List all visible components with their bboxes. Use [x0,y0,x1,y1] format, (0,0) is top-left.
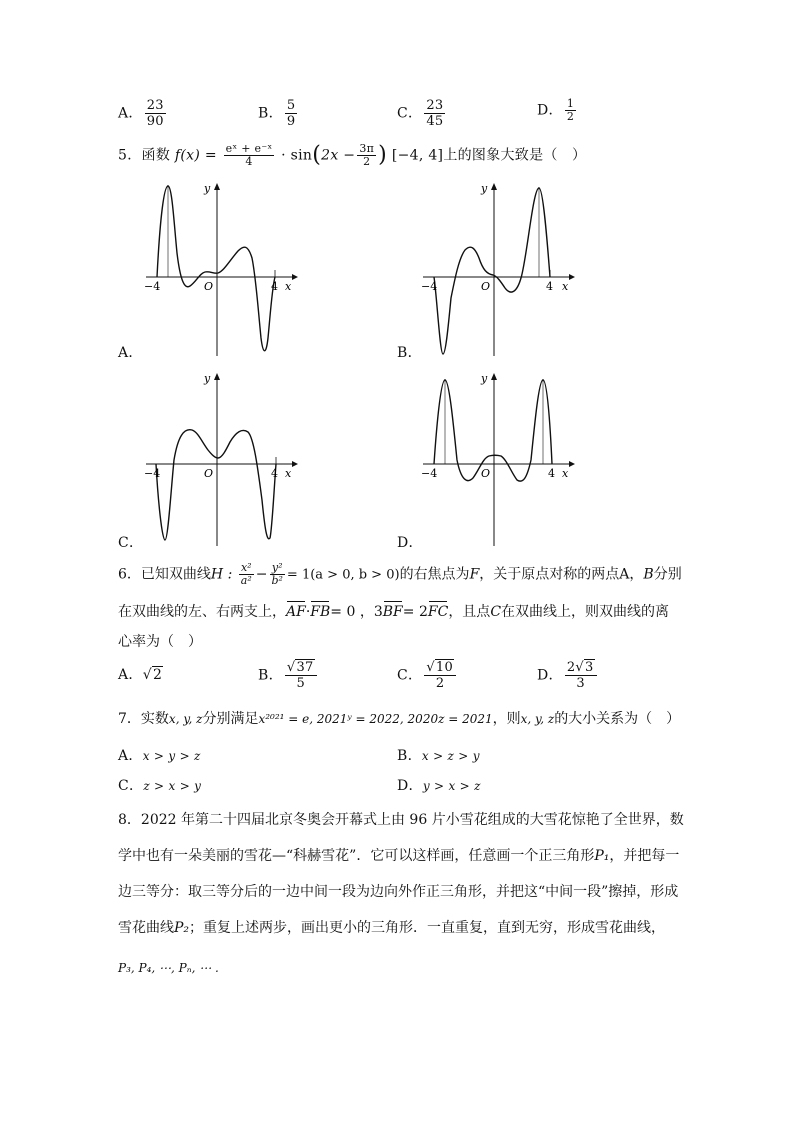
x-arrow-icon [292,461,298,467]
pos4-label: 4 [271,467,278,480]
option-expr: x > y > z [142,749,201,763]
radicand: 10 [435,660,454,675]
q8-line-4 [118,918,665,938]
coef-text: 2 [566,660,576,675]
q5-option-a: A． [118,345,143,361]
point-c: C [490,604,502,620]
interval-text: [−4, 4] [391,147,444,164]
q7-option-c [118,776,201,796]
x-arrow-icon [292,274,298,280]
option-expr: y > x > z [422,779,481,793]
q7-option-d [397,776,481,796]
frac-den: 45 [426,114,444,129]
x-arrow-icon [569,274,575,280]
q4-option-a [118,98,168,129]
vars-text: x, y, z [520,712,555,726]
frac-num: y² [271,561,283,574]
frac-den: 3 [576,676,585,691]
option-label: D． [397,778,423,794]
curve [157,186,275,351]
stem-text: 分别满足 [202,711,259,727]
option-label: C． [397,667,423,684]
stem-text: 学中也有一朵美丽的雪花—“科赫雪花”．它可以这样画，任意画一个正三角形 [118,848,595,864]
q6-line-3: 心率为（ ） [118,634,202,650]
frac-den: 5 [296,676,306,691]
stem-text: ，则 [492,711,521,727]
frac-den: 9 [286,114,296,129]
point-a: A [619,566,630,583]
neg4-label: −4 [421,467,438,480]
graph-c [140,370,300,550]
q7-option-a [118,746,201,766]
eq-text: = 2 [402,604,428,620]
y-label: y [481,372,488,385]
origin-label: O [204,280,214,293]
arg-text: 2x − [321,147,356,164]
q4-option-d [537,98,578,123]
stem-text: 已知双曲线 [140,566,211,583]
stem-text: 实数 [140,711,169,727]
vector-fb: FB [310,604,331,620]
frac-den: 2 [363,155,371,168]
origin-label: O [481,467,491,480]
y-arrow-icon [214,373,220,380]
option-label: A． [118,667,143,683]
x-arrow-icon [569,461,575,467]
pos4-label: 4 [271,280,278,293]
q6-option-a: A．√2 [118,667,163,683]
option-label: C． [397,105,423,122]
q4-option-b [258,98,299,129]
radicand: 3 [585,660,594,675]
graph-b [417,178,577,360]
vector-bf: BF [382,604,403,620]
x-label: x [285,467,292,480]
option-label: D． [537,102,563,119]
x-label: x [562,467,569,480]
x-label: x [285,280,292,293]
q5-stem: 5．函数 f(x) = $\frac{\text{eˣ + e⁻ˣ}}{4}$ · sin(2x − $\frac{3\pi}{2}$ ) [−4, 4]上的图象大致是（ ） [118,142,587,168]
q5-option-b: B． [397,345,422,361]
graph-d [417,370,577,550]
option-label: B． [258,105,283,122]
question-number: 7． [118,711,141,727]
stem-text: 雪花曲线 [118,920,174,936]
eq-text: = 0 ， [330,604,374,620]
q6-option-b: B． $\frac{√37}{5}$ [258,660,319,691]
option-label: C． [118,778,144,794]
curve-name: H : [210,566,233,583]
q5-option-c: C． [118,535,144,551]
frac-den: 2 [566,110,575,123]
frac-num: 5 [286,98,296,113]
frac-num: x² [240,561,252,574]
q7-option-b [397,746,480,766]
condition-text: x²⁰²¹ = e, 2021ʸ = 2022, 2020z = 2021 [258,712,493,726]
point-b: B [643,566,654,583]
question-number: 6． [118,566,141,583]
origin-label: O [481,280,491,293]
frac-den: 2 [435,676,445,691]
point-f: F [469,566,480,583]
q6-line-1: 6．已知双曲线H : $\frac{\text{x²}}{\text{a²}}$ − $\frac{\text{y²}}{\text{b²}}$ = 1(a > 0, b > 0)的右焦点为F，关于原点对称的两点A，B分别 [118,561,682,587]
frac-den: a² [240,574,252,587]
y-label: y [204,182,211,195]
pos4-label: 4 [546,280,553,293]
origin-label: O [204,467,214,480]
option-label: D． [537,667,563,684]
option-label: A． [118,105,143,122]
stem-text: 的大小关系为（ ） [554,711,681,727]
option-label: A． [118,748,143,764]
option-label: B． [397,748,422,764]
stem-text: ，且点 [448,604,491,620]
frac-den: 4 [245,155,253,168]
neg4-label: −4 [421,280,438,293]
pos4-label: 4 [548,467,555,480]
frac-num: 23 [426,98,444,113]
q8-line-3: 边三等分：取三等分后的一边中间一段为边向外作正三角形，并把这“中间一段”擦掉，形成 [118,884,679,900]
stem-text: ，并把每一 [609,848,680,864]
option-label: B． [258,667,283,684]
radicand: 37 [296,660,314,675]
frac-num: eˣ + e⁻ˣ [225,142,273,155]
y-label: y [481,182,488,195]
y-arrow-icon [491,373,497,380]
y-label: y [204,372,211,385]
q6-line-2: 在双曲线的左、右两支上，AF·FB= 0 ，3BF= 2FC，且点C在双曲线上，则双曲线的离 [118,604,670,620]
curve-p2: P₂ [174,920,190,936]
stem-text: 的右焦点为 [399,566,470,583]
q4-option-c [397,98,447,129]
stem-text: 上的图象大致是（ ） [443,147,587,164]
stem-text: ， [629,566,644,583]
stem-text: ；重复上述两步，画出更小的三角形．一直重复，直到无穷，形成雪花曲线， [189,920,666,936]
vector-fc: FC [427,604,449,620]
frac-den: b² [271,574,283,587]
stem-text: 在双曲线上，则双曲线的离 [501,604,670,620]
option-expr: x > z > y [421,749,480,763]
y-arrow-icon [214,183,220,190]
q8-line-2 [118,846,679,866]
curve-p1: P₁ [594,848,610,864]
func-name: f(x) = [174,147,217,164]
vector-af: AF [286,604,306,620]
vars-text: x, y, z [168,712,203,726]
stem-text: 分别 [653,566,682,583]
q8-line-1: 8．2022 年第二十四届北京冬奥会开幕式上由 96 片小雪花组成的大雪花惊艳了全世界，数 [118,812,684,828]
q6-option-c: C． $\frac{√10}{2}$ [397,660,458,691]
q5-option-d: D． [397,535,423,551]
curve [434,380,552,481]
stem-text: 函数 [141,147,171,164]
frac-num: 1 [566,97,575,110]
neg4-label: −4 [144,467,161,480]
q6-option-d: D． $\frac{2√3}{3}$ [537,660,599,691]
question-number: 5． [118,147,142,164]
frac-num: 23 [146,98,164,113]
curve [156,430,276,540]
graph-a [140,178,300,360]
condition-text: = 1(a > 0, b > 0) [286,567,400,583]
neg4-label: −4 [144,280,161,293]
q7-stem [118,709,680,729]
x-label: x [562,280,569,293]
stem-text: ，关于原点对称的两点 [479,566,620,583]
q8-line-5: P₃, P₄, ⋯, Pₙ, ⋯ . [118,961,219,975]
curve [434,188,550,354]
coef-text: 3 [373,604,383,620]
sin-text: · sin [281,147,313,164]
option-expr: z > x > y [143,779,202,793]
stem-text: 在双曲线的左、右两支上， [118,604,286,620]
frac-num: 3π [359,142,375,155]
radicand: 2 [152,667,163,683]
frac-den: 90 [146,114,164,129]
y-arrow-icon [491,183,497,190]
